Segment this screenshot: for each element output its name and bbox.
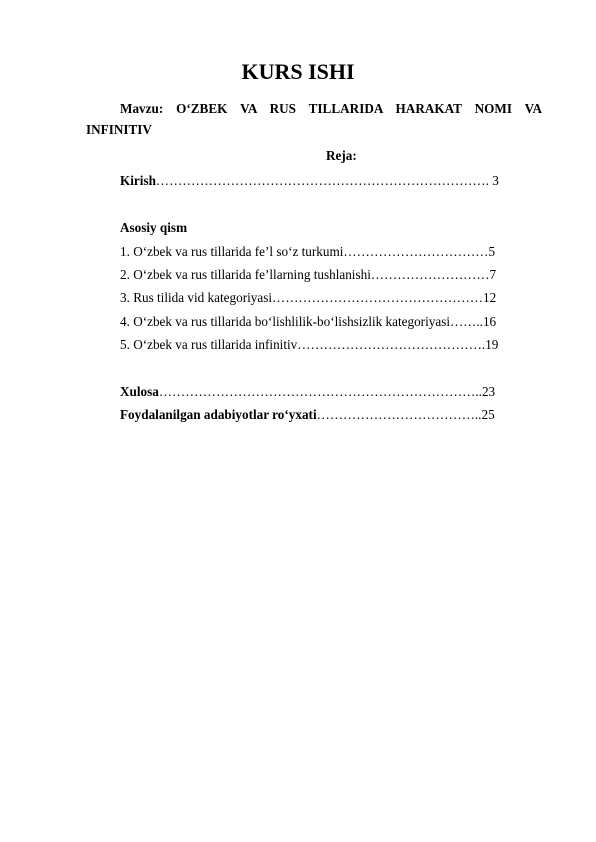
toc-entry-intro xyxy=(120,172,530,190)
toc-entry-references xyxy=(120,406,530,424)
toc-page-number: 19 xyxy=(485,337,499,352)
toc-label: 4. O‘zbek va rus tillarida bo‘lishlilik-bo‘lishsizlik kategoriyasi xyxy=(120,314,450,329)
toc-leader: ……………………………………………………………….. xyxy=(158,384,482,399)
toc-page-number: 25 xyxy=(481,407,495,422)
toc-page-number: 5 xyxy=(488,244,496,259)
toc-page-number: 23 xyxy=(481,384,496,399)
toc-label: Xulosa xyxy=(120,384,159,399)
toc-leader: …….. xyxy=(449,314,483,329)
toc-leader: ……………………………………. xyxy=(297,337,486,352)
toc-entry-chapter-5 xyxy=(120,336,530,354)
toc-entry-conclusion xyxy=(120,383,530,401)
toc-entry-chapter-4 xyxy=(120,313,530,331)
toc-leader: …………………………… xyxy=(343,244,489,259)
main-section-heading: Asosiy qism xyxy=(120,220,188,235)
toc-label: 3. Rus tilida vid kategoriyasi xyxy=(120,290,273,305)
toc-label: Foydalanilgan adabiyotlar ro‘yxati xyxy=(120,407,317,422)
toc-page-number: 3 xyxy=(492,173,499,188)
toc-label: 5. O‘zbek va rus tillarida infinitiv xyxy=(120,337,298,352)
toc-label: 1. O‘zbek va rus tillarida fe’l so‘z turkumi xyxy=(120,244,344,259)
plan-heading: Reja: xyxy=(326,148,357,163)
toc-entry-chapter-1 xyxy=(120,243,530,261)
toc-page-number: 16 xyxy=(482,314,497,329)
topic-line: Mavzu: O‘ZBEK VA RUS TILLARIDA HARAKAT NOMI VA INFINITIV xyxy=(86,101,542,137)
toc-entry-chapter-3 xyxy=(120,289,530,307)
toc-leader: …………………………………………………………………. xyxy=(155,173,493,188)
toc-label: Kirish xyxy=(120,173,156,188)
toc-leader: ………………………………………… xyxy=(272,290,484,305)
document-title: KURS ISHI xyxy=(241,59,355,84)
toc-leader: ……………………… xyxy=(370,267,490,282)
toc-page-number: 7 xyxy=(489,267,497,282)
toc-page-number: 12 xyxy=(483,290,497,305)
toc-entry-chapter-2 xyxy=(120,266,530,284)
toc-leader: ……………………………….. xyxy=(316,407,482,422)
toc-label: 2. O‘zbek va rus tillarida fe’llarning tushlanishi xyxy=(120,267,371,282)
